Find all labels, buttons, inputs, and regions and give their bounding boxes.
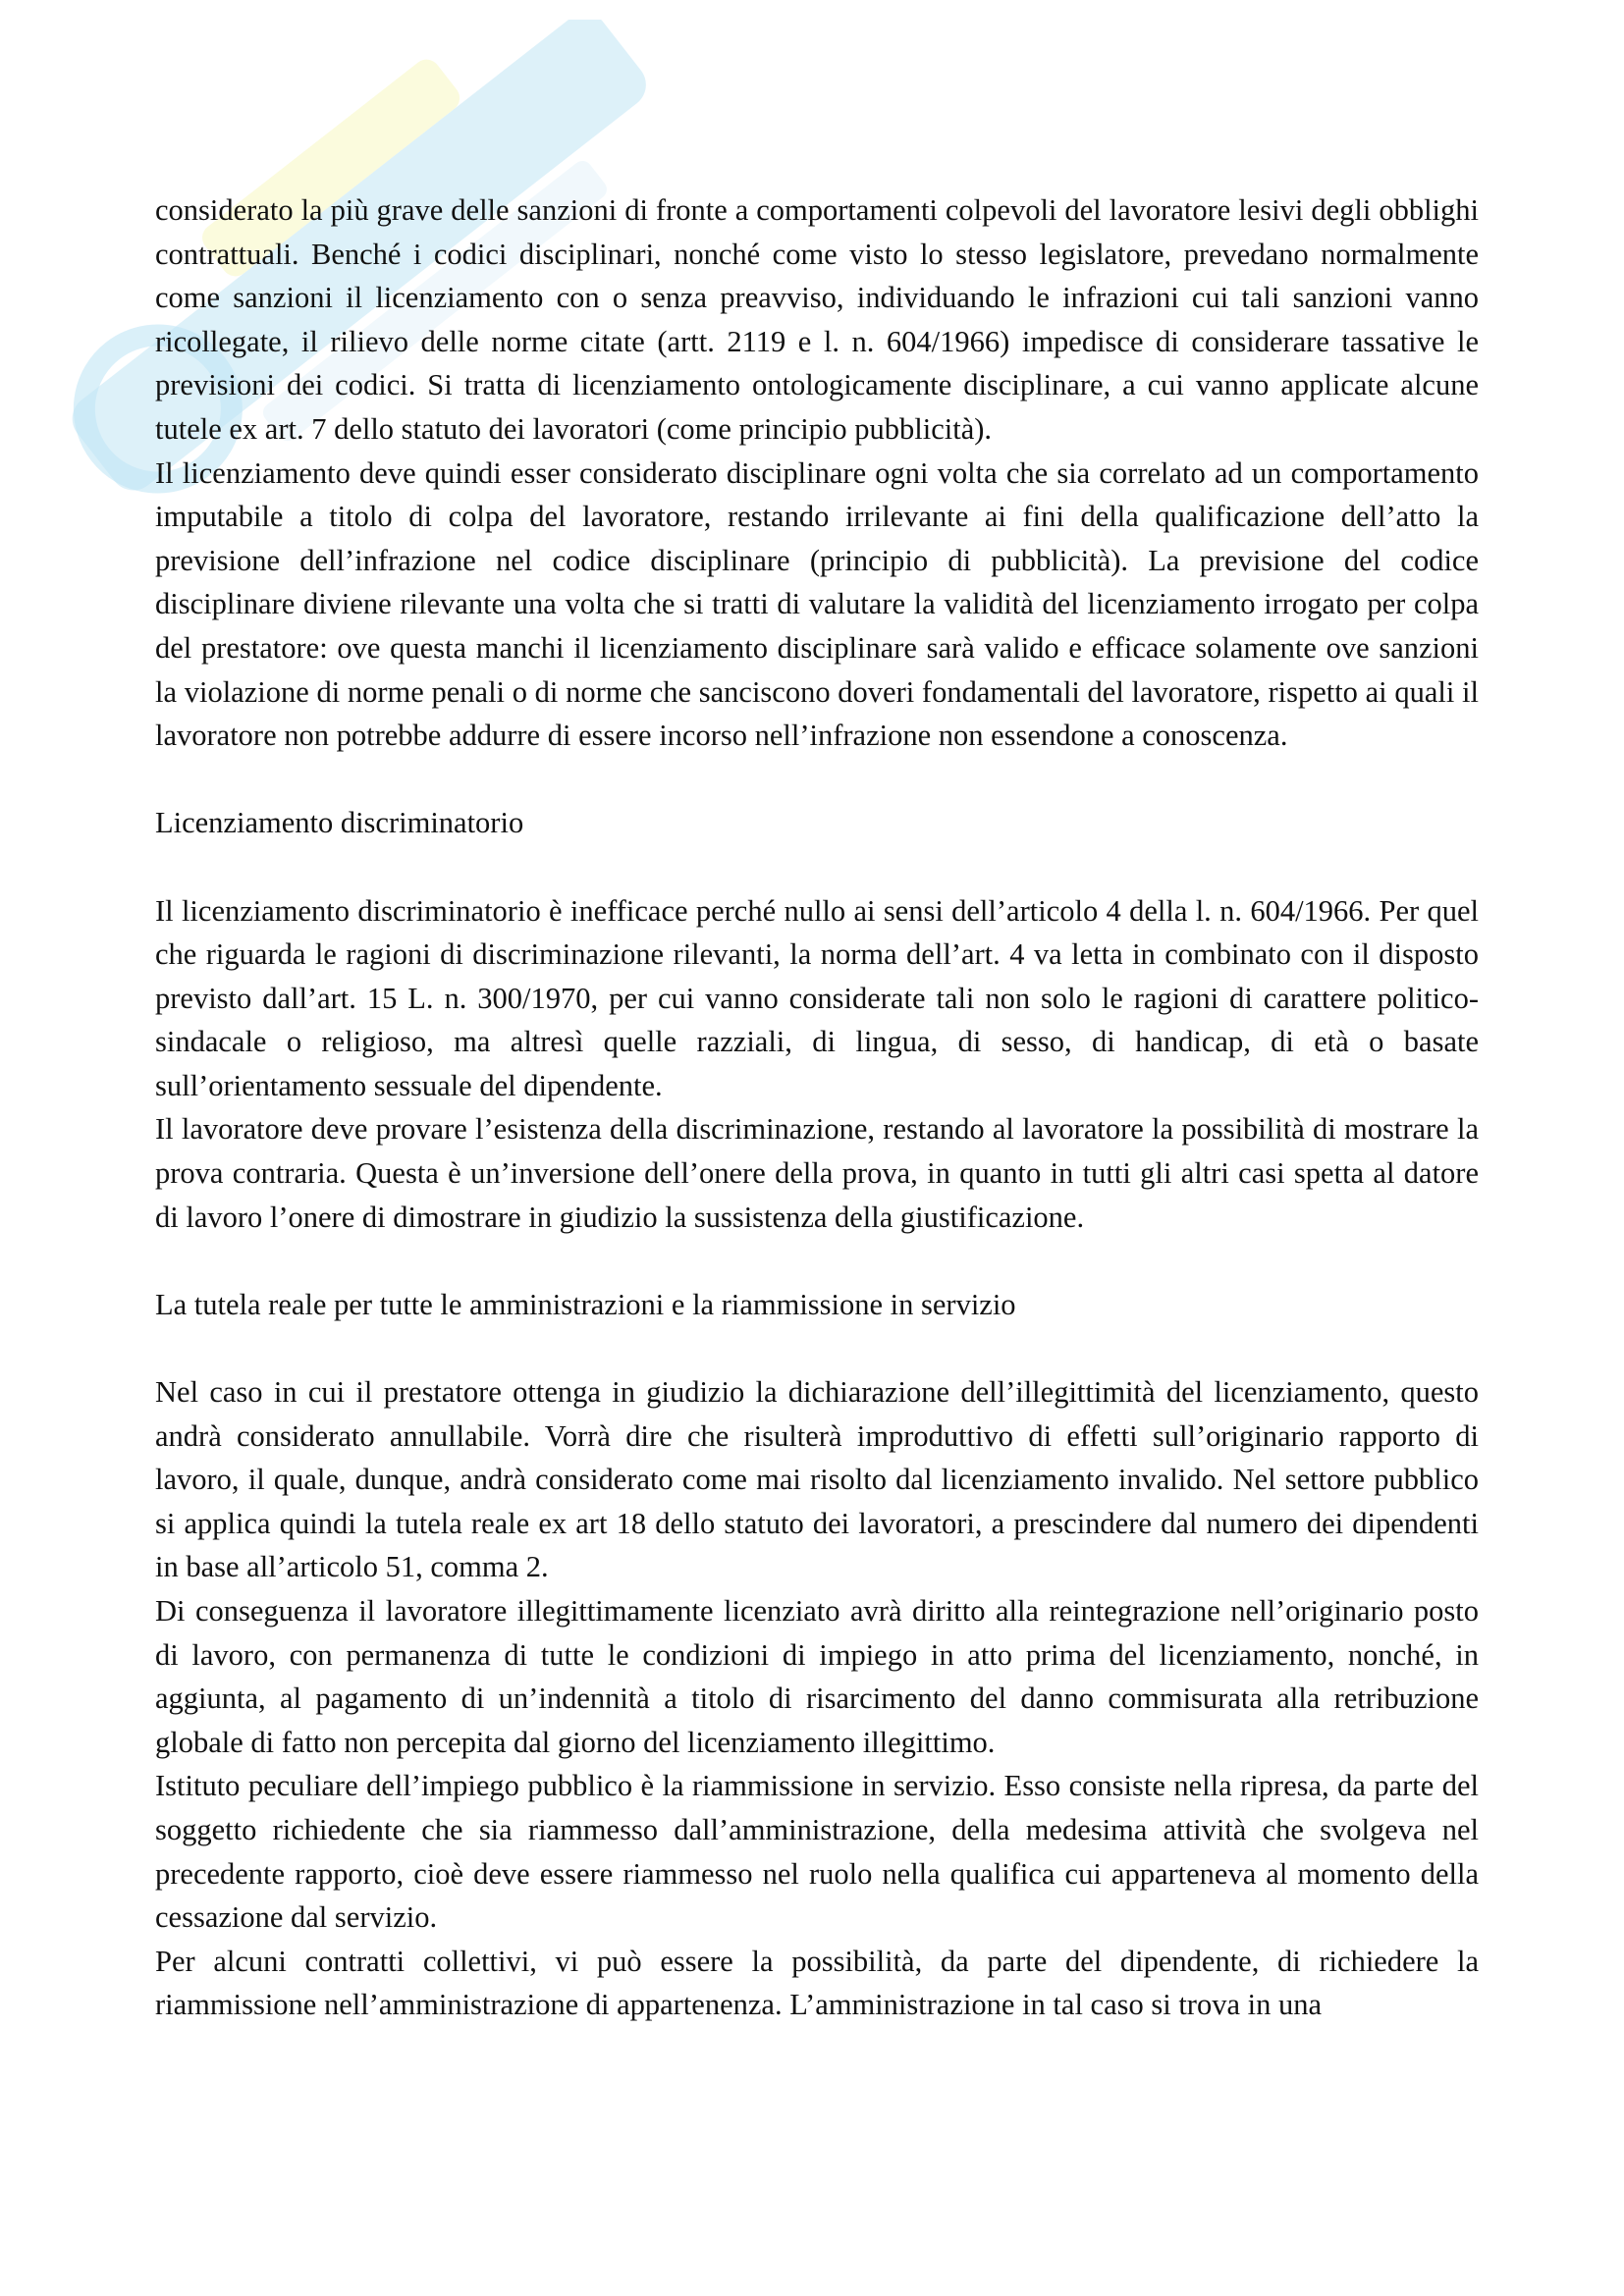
paragraph: Il licenziamento discriminatorio è inefficace perché nullo ai sensi dell’articolo 4 della l. n. 604/1966. Per quel che riguarda le ragioni di discriminazione rilevanti, la norma dell’art. 4 va letta in combinato con il disposto previsto dall’art. 15 L. n. 300/1970, per cui vanno considerate tali non solo le ragioni di carattere politico-sindacale o religioso, ma altresì quelle razziali, di lingua, di sesso, di handicap, di età o basate sull’orientamento sessuale del dipendente. bbox=[155, 893, 1479, 1102]
paragraph: Per alcuni contratti collettivi, vi può essere la possibilità, da parte del dipendente, di richiedere la riammissione nell’amministrazione di appartenenza. L’amministrazione in tal caso si trova in una bbox=[155, 1944, 1479, 2022]
paragraph: Nel caso in cui il prestatore ottenga in giudizio la dichiarazione dell’illegittimità del licenziamento, questo andrà considerato annullabile. Vorrà dire che risulterà improduttivo di effetti sull’originario rapporto di lavoro, il quale, dunque, andrà considerato come mai risolto dal licenziamento invalido. Nel settore pubblico si applica quindi la tutela reale ex art 18 dello statuto dei lavoratori, a prescindere dal numero dei dipendenti in base all’articolo 51, comma 2. bbox=[155, 1375, 1479, 1584]
document-body bbox=[155, 188, 1479, 2027]
section-heading: Licenziamento discriminatorio bbox=[155, 806, 524, 840]
paragraph: considerato la più grave delle sanzioni di fronte a comportamenti colpevoli del lavoratore lesivi degli obblighi contrattuali. Benché i codici disciplinari, nonché come visto lo stesso legislatore, prevedano normalmente come sanzioni il licenziamento con o senza preavviso, individuando le infrazioni cui tali sanzioni vanno ricollegate, il rilievo delle norme citate (artt. 2119 e l. n. 604/1966) impedisce di considerare tassative le previsioni dei codici. Si tratta di licenziamento ontologicamente disciplinare, a cui vanno applicate alcune tutele ex art. 7 dello statuto dei lavoratori (come principio pubblicità). bbox=[155, 193, 1479, 446]
paragraph: Di conseguenza il lavoratore illegittimamente licenziato avrà diritto alla reintegrazione nell’originario posto di lavoro, con permanenza di tutte le condizioni di impiego in atto prima del licenziamento, nonché, in aggiunta, al pagamento di un’indennità a titolo di risarcimento del danno commisurata alla retribuzione globale di fatto non percepita dal giorno del licenziamento illegittimo. bbox=[155, 1594, 1479, 1759]
paragraph-gap bbox=[155, 758, 1479, 802]
paragraph-gap bbox=[155, 1326, 1479, 1370]
paragraph-gap bbox=[155, 845, 1479, 889]
paragraph: Il lavoratore deve provare l’esistenza della discriminazione, restando al lavoratore la possibilità di mostrare la prova contraria. Questa è un’inversione dell’onere della prova, in quanto in tutti gli altri casi spetta al datore di lavoro l’onere di dimostrare in giudizio la sussistenza della giustificazione. bbox=[155, 1112, 1479, 1234]
paragraph: Istituto peculiare dell’impiego pubblico è la riammissione in servizio. Esso consiste nella ripresa, da parte del soggetto richiedente che sia riammesso dall’amministrazione, della medesima attività che svolgeva nel precedente rapporto, cioè deve essere riammesso nel ruolo nella qualifica cui apparteneva al momento della cessazione dal servizio. bbox=[155, 1769, 1479, 1935]
section-heading: La tutela reale per tutte le amministrazioni e la riammissione in servizio bbox=[155, 1287, 1016, 1321]
paragraph: Il licenziamento deve quindi esser considerato disciplinare ogni volta che sia correlato ad un comportamento imputabile a titolo di colpa del lavoratore, restando irrilevante ai fini della qualificazione dell’atto la previsione dell’infrazione nel codice disciplinare (principio di pubblicità). La previsione del codice disciplinare diviene rilevante una volta che si tratti di valutare la validità del licenziamento irrogato per colpa del prestatore: ove questa manchi il licenziamento disciplinare sarà valido e efficace solamente ove sanzioni la violazione di norme penali o di norme che sanciscono doveri fondamentali del lavoratore, rispetto ai quali il lavoratore non potrebbe addurre di essere incorso nell’infrazione non essendone a conoscenza. bbox=[155, 455, 1479, 753]
paragraph-gap bbox=[155, 1239, 1479, 1283]
